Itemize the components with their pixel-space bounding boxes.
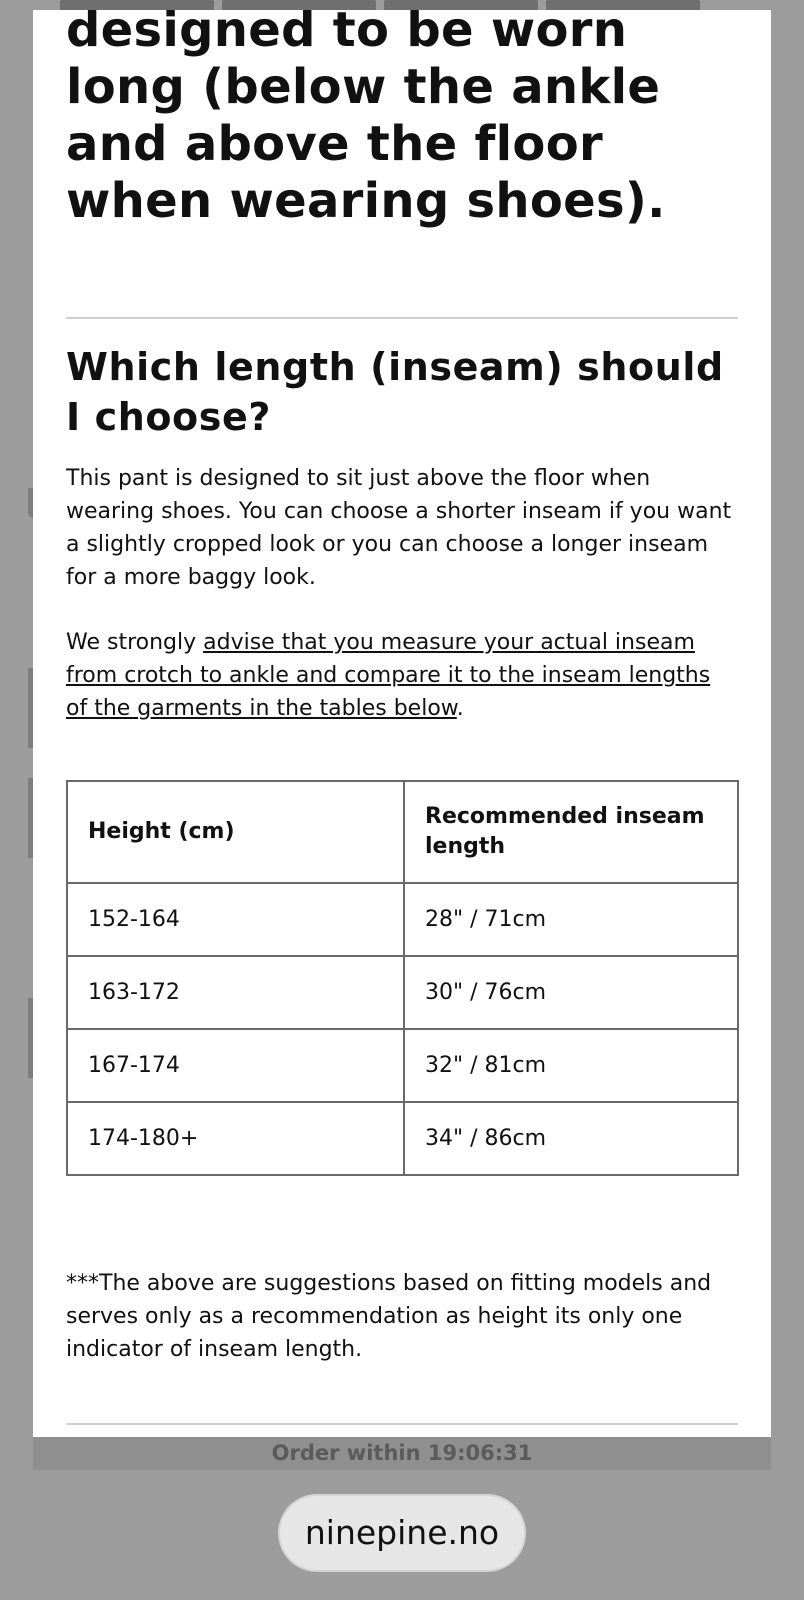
fit-description-heading: designed to be worn long (below the ankle and above the floor when wearing shoes). (66, 10, 666, 229)
column-header-height: Height (cm) (67, 781, 404, 883)
measure-advice-link[interactable]: advise that you measure your actual inseam from crotch to ankle and compare it to the inseam lengths of the garments in the tables below (66, 630, 711, 721)
order-countdown-bar: Order within 19:06:31 (33, 1437, 771, 1470)
table-cell-inseam: 34" / 86cm (404, 1102, 738, 1175)
inseam-section-heading: Which length (inseam) should I choose? (66, 345, 724, 439)
table-cell-height: 167-174 (67, 1029, 404, 1102)
table-header-row (67, 781, 738, 883)
table-row (67, 1029, 738, 1102)
table-cell-inseam: 32" / 81cm (404, 1029, 738, 1102)
table-cell-inseam: 30" / 76cm (404, 956, 738, 1029)
table-row (67, 883, 738, 956)
section-divider (66, 317, 738, 319)
browser-url-bar[interactable]: ninepine.no (280, 1496, 524, 1570)
inseam-table (66, 780, 739, 1176)
table-row (67, 956, 738, 1029)
inseam-intro-text: This pant is designed to sit just above the floor when wearing shoes. You can choose a shorter inseam if you want a slightly cropped look or you can choose a longer inseam for a more baggy look. (66, 466, 732, 590)
measure-advice-text (66, 626, 738, 725)
section-divider (66, 1423, 738, 1425)
column-header-inseam: Recommended inseam length (404, 781, 738, 883)
table-cell-height: 163-172 (67, 956, 404, 1029)
inseam-footnote: ***The above are suggestions based on fitting models and serves only as a recommendation as height its only one indicator of inseam length. (66, 1271, 712, 1362)
size-guide-modal[interactable] (33, 10, 771, 1437)
table-cell-height: 174-180+ (67, 1102, 404, 1175)
advice-suffix: . (456, 696, 464, 721)
table-row (67, 1102, 738, 1175)
table-cell-inseam: 28" / 71cm (404, 883, 738, 956)
advice-prefix: We strongly (66, 630, 204, 655)
table-cell-height: 152-164 (67, 883, 404, 956)
